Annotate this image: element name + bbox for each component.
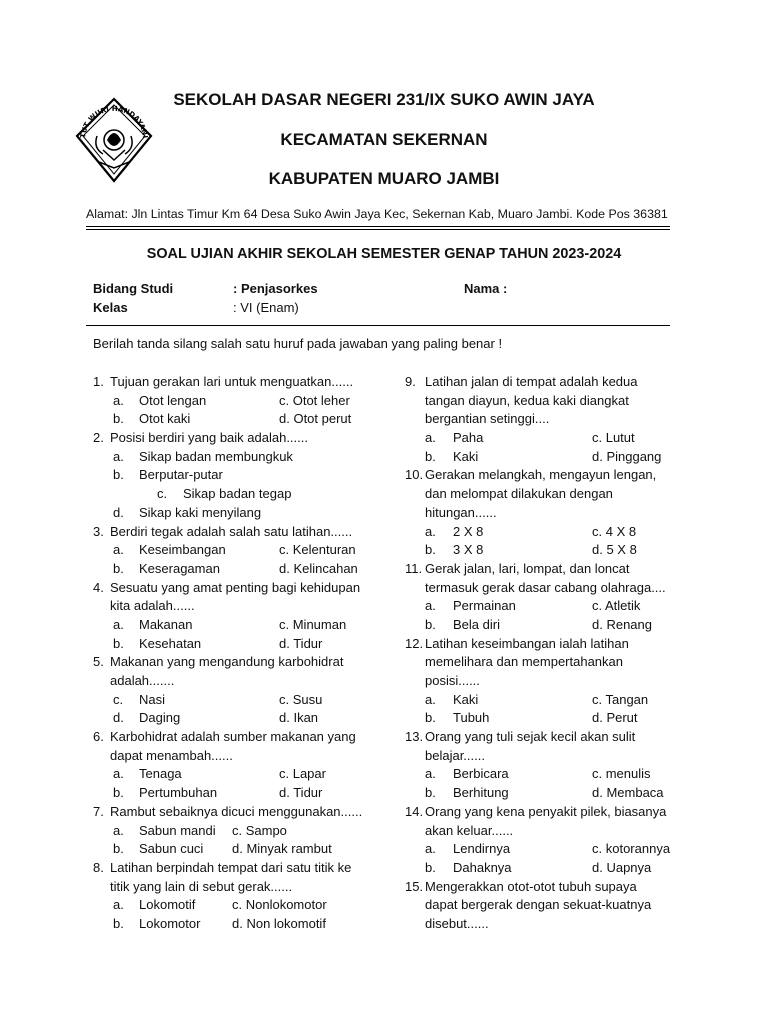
text-line (93, 878, 383, 897)
option-letter: a. (425, 691, 436, 707)
text-line (93, 672, 383, 691)
questions-right-column (405, 373, 705, 934)
option-text: c. Susu (279, 691, 323, 707)
text-line (405, 915, 705, 934)
question-text-continued: dan melompat dilakukan dengan (425, 486, 613, 502)
option-letter: a. (425, 523, 436, 539)
header-divider (86, 226, 670, 227)
option-text: d. Non lokomotif (232, 915, 326, 931)
option-text: Berbicara (453, 766, 509, 782)
text-line (405, 485, 705, 504)
option-text: c. Lutut (592, 430, 635, 446)
option-text: Kesehatan (139, 635, 202, 651)
option-letter: a. (425, 841, 436, 857)
district-name: KECAMATAN SEKERNAN (280, 130, 488, 149)
question-text-continued: tangan diayun, kedua kaki diangkat (425, 392, 629, 408)
option-text: d. Tidur (279, 785, 323, 801)
question-number: 3. (93, 523, 104, 539)
text-line (405, 392, 705, 411)
option-letter: b. (425, 859, 436, 875)
option-text: c. Tangan (592, 691, 649, 707)
text-line (93, 896, 383, 915)
option-text: d. Minyak rambut (232, 841, 332, 857)
option-letter: b. (425, 616, 436, 632)
text-line (405, 560, 705, 579)
text-line (405, 597, 705, 616)
option-text: Lendirnya (453, 841, 511, 857)
text-line (405, 728, 705, 747)
question-text-continued: disebut...... (425, 915, 489, 931)
question-number: 10. (405, 467, 424, 483)
question-number: 14. (405, 803, 424, 819)
class-value: : VI (Enam) (233, 300, 299, 315)
question-text: Karbohidrat adalah sumber makanan yang (110, 729, 356, 745)
option-text: Kaki (453, 448, 479, 464)
option-letter: b. (113, 915, 124, 931)
text-line (93, 410, 383, 429)
question-text-continued: dapat menambah...... (110, 747, 233, 763)
text-line (405, 429, 705, 448)
question-text: Orang yang tuli sejak kecil akan sulit (425, 729, 636, 745)
question-number: 11. (405, 560, 423, 576)
text-line (93, 429, 383, 448)
option-text: Otot lengan (139, 392, 207, 408)
question-number: 2. (93, 430, 104, 446)
option-text: c. Minuman (279, 616, 347, 632)
option-text: d. Pinggang (592, 448, 662, 464)
question-text: Gerakan melangkah, mengayun lengan, (425, 467, 657, 483)
question-text-continued: posisi...... (425, 673, 480, 688)
option-letter: b. (113, 560, 124, 576)
option-text: Kaki (453, 691, 479, 707)
text-line (405, 765, 705, 784)
option-letter: b. (113, 467, 124, 483)
question-number: 7. (93, 803, 104, 819)
text-line (93, 653, 383, 672)
question-text-continued: belajar...... (425, 747, 485, 763)
option-text: Lokomotif (139, 897, 196, 913)
question-number: 13. (405, 729, 424, 745)
option-text: c. Nonlokomotor (232, 897, 327, 913)
question-number: 4. (93, 579, 104, 595)
question-text: Latihan berpindah tempat dari satu titik ke (110, 859, 352, 875)
option-letter: b. (425, 448, 436, 464)
option-text: Sabun cuci (139, 841, 204, 857)
text-line (405, 466, 705, 485)
question-text: Latihan keseimbangan ialah latihan (425, 635, 629, 651)
option-text: 3 X 8 (453, 542, 484, 558)
text-line (93, 373, 383, 392)
text-line (93, 392, 383, 411)
subject-label: Bidang Studi (93, 281, 174, 296)
text-line (93, 448, 383, 467)
question-text-continued: bergantian setinggi.... (425, 411, 550, 427)
question-text-continued: adalah....... (110, 673, 175, 688)
question-number: 15. (405, 878, 424, 894)
option-text: c. kotorannya (592, 841, 671, 857)
option-text: Paha (453, 430, 484, 446)
option-text: Makanan (139, 616, 193, 632)
question-number: 6. (93, 729, 104, 745)
school-address: Alamat: Jln Lintas Timur Km 64 Desa Suko Awin Jaya Kec, Sekernan Kab, Muaro Jambi. Kode Pos 36381 (86, 207, 668, 221)
question-text-continued: memelihara dan mempertahankan (425, 654, 623, 670)
text-line (93, 859, 383, 878)
option-text: d. Renang (592, 616, 652, 632)
text-line (405, 747, 705, 766)
option-text: Permainan (453, 598, 516, 614)
text-line (405, 448, 705, 467)
text-line (93, 747, 383, 766)
option-text: Pertumbuhan (139, 785, 218, 801)
question-text: Gerak jalan, lari, lompat, dan loncat (425, 560, 630, 576)
student-name-label: Nama : (464, 281, 508, 296)
class-label: Kelas (93, 300, 128, 315)
question-number: 8. (93, 859, 104, 875)
option-text: Tubuh (453, 710, 490, 726)
question-text-continued: akan keluar...... (425, 822, 514, 838)
question-text-continued: dapat bergerak dengan sekuat-kuatnya (425, 897, 652, 913)
text-line (93, 635, 383, 654)
text-line (405, 410, 705, 429)
text-line (405, 523, 705, 542)
option-letter: b. (113, 635, 124, 651)
option-letter: a. (113, 897, 124, 913)
text-line (405, 579, 705, 598)
option-text: d. 5 X 8 (592, 542, 637, 558)
text-line (93, 560, 383, 579)
option-text: c. Kelenturan (279, 542, 356, 558)
option-text: Nasi (139, 691, 166, 707)
option-letter: b. (113, 411, 124, 427)
question-text: Sesuatu yang amat penting bagi kehidupan (110, 579, 361, 595)
option-text: d. Membaca (592, 785, 664, 801)
text-line (405, 709, 705, 728)
option-letter: c. (113, 691, 124, 707)
option-text: d. Kelincahan (279, 560, 358, 576)
question-text: Rambut sebaiknya dicuci menggunakan...... (110, 803, 363, 819)
text-line (93, 803, 383, 822)
text-line (93, 728, 383, 747)
option-letter: b. (425, 785, 436, 801)
question-text-continued: hitungan...... (425, 504, 497, 520)
option-letter: a. (113, 542, 124, 558)
school-name: SEKOLAH DASAR NEGERI 231/IX SUKO AWIN JAYA (173, 90, 595, 109)
text-line (405, 691, 705, 710)
option-text: c. Otot leher (279, 392, 350, 408)
option-text: Sikap badan tegap (183, 486, 292, 502)
question-text: Latihan jalan di tempat adalah kedua (425, 374, 638, 389)
text-line (405, 896, 705, 915)
text-line (93, 504, 383, 523)
option-text: Keseimbangan (139, 542, 226, 558)
text-line (405, 822, 705, 841)
text-line (405, 373, 705, 392)
option-text: Berhitung (453, 785, 509, 801)
text-line (405, 616, 705, 635)
text-line (93, 541, 383, 560)
option-text: c. Lapar (279, 766, 326, 782)
text-line (93, 579, 383, 598)
option-letter: b. (425, 710, 436, 726)
option-text: Berputar-putar (139, 467, 223, 483)
text-line (93, 784, 383, 803)
option-text: d. Otot perut (279, 411, 352, 427)
question-number: 1. (93, 374, 104, 389)
option-text: c. Atletik (592, 598, 641, 614)
question-text-continued: termasuk gerak dasar cabang olahraga.... (425, 579, 666, 595)
option-letter: a. (113, 616, 124, 632)
option-text: Bela diri (453, 616, 500, 632)
text-line (405, 653, 705, 672)
option-text: Otot kaki (139, 411, 191, 427)
text-line (93, 765, 383, 784)
question-text: Posisi berdiri yang baik adalah...... (110, 430, 308, 446)
info-divider (86, 325, 670, 326)
option-text: Sikap badan membungkuk (139, 448, 293, 464)
option-letter: a. (425, 430, 436, 446)
text-line (93, 840, 383, 859)
question-text: Mengerakkan otot-otot tubuh supaya (425, 878, 637, 894)
option-text: Sabun mandi (139, 822, 216, 838)
option-text: d. Uapnya (592, 859, 652, 875)
option-letter: b. (113, 841, 124, 857)
text-line (93, 709, 383, 728)
text-line (93, 915, 383, 934)
text-line (405, 878, 705, 897)
text-line (405, 541, 705, 560)
text-line (405, 672, 705, 691)
option-letter: a. (113, 822, 124, 838)
question-number: 12. (405, 635, 424, 651)
option-text: Sikap kaki menyilang (139, 504, 262, 520)
option-letter: a. (425, 598, 436, 614)
question-text-continued: kita adalah...... (110, 598, 195, 614)
question-number: 5. (93, 654, 104, 670)
text-line (93, 597, 383, 616)
text-line (405, 840, 705, 859)
question-text-continued: titik yang lain di sebut gerak...... (110, 878, 293, 894)
instruction-text: Berilah tanda silang salah satu huruf pada jawaban yang paling benar ! (93, 336, 503, 351)
question-text: Tujuan gerakan lari untuk menguatkan...... (110, 374, 354, 389)
option-letter: a. (113, 766, 124, 782)
option-text: Lokomotor (139, 915, 201, 931)
header-divider-secondary (86, 229, 670, 230)
text-line (93, 466, 383, 485)
option-text: c. menulis (592, 766, 651, 782)
text-line (405, 859, 705, 878)
option-text: Tenaga (139, 766, 182, 782)
text-line (93, 523, 383, 542)
option-letter: d. (113, 710, 124, 726)
option-letter: a. (425, 766, 436, 782)
option-text: c. 4 X 8 (592, 523, 637, 539)
logo-text: TUT WURI HANDAYANI (79, 104, 149, 139)
text-line (405, 803, 705, 822)
option-text: d. Tidur (279, 635, 323, 651)
option-letter: d. (113, 504, 124, 520)
text-line (405, 635, 705, 654)
text-line (93, 485, 383, 504)
option-text: Dahaknya (453, 859, 512, 875)
option-text: Daging (139, 710, 181, 726)
text-line (405, 504, 705, 523)
text-line (405, 784, 705, 803)
option-text: Keseragaman (139, 560, 220, 576)
option-letter: b. (113, 785, 124, 801)
question-number: 9. (405, 374, 416, 389)
option-letter: c. (157, 486, 168, 502)
text-line (93, 822, 383, 841)
question-text: Berdiri tegak adalah salah satu latihan...... (110, 523, 353, 539)
text-line (93, 616, 383, 635)
question-text: Makanan yang mengandung karbohidrat (110, 654, 344, 670)
text-line (93, 691, 383, 710)
option-letter: a. (113, 448, 124, 464)
option-letter: b. (425, 542, 436, 558)
option-text: d. Perut (592, 710, 638, 726)
option-text: d. Ikan (279, 710, 319, 726)
option-text: c. Sampo (232, 822, 287, 838)
option-text: 2 X 8 (453, 523, 484, 539)
questions-left-column (93, 373, 383, 934)
subject-value: : Penjasorkes (233, 281, 318, 296)
option-letter: a. (113, 392, 124, 408)
regency-name: KABUPATEN MUARO JAMBI (268, 169, 500, 188)
question-text: Orang yang kena penyakit pilek, biasanya (425, 803, 667, 819)
exam-title: SOAL UJIAN AKHIR SEKOLAH SEMESTER GENAP TAHUN 2023-2024 (146, 246, 622, 262)
